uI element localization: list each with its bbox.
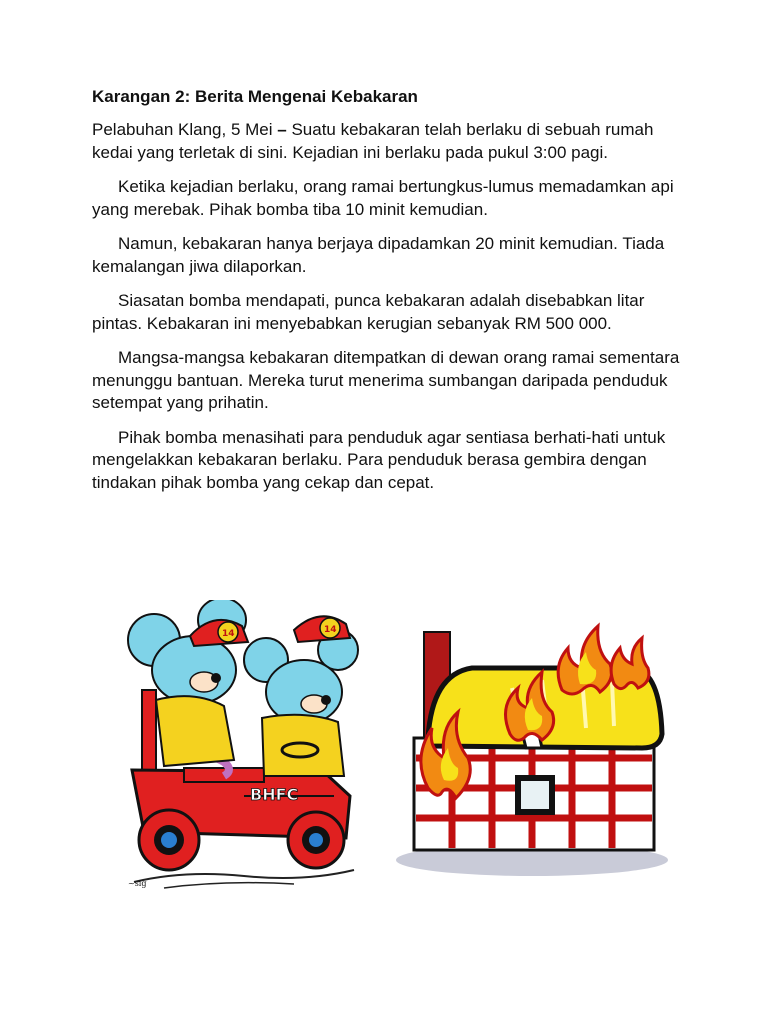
paragraph-3: Namun, kebakaran hanya berjaya dipadamkan 20 minit kemudian. Tiada kemalangan jiwa dilaporkan. xyxy=(92,234,665,276)
paragraph-2: Ketika kejadian berlaku, orang ramai bertungkus-lumus memadamkan api yang merebak. Pihak bomba tiba 10 minit kemudian. xyxy=(92,177,674,219)
article-title: Karangan 2: Berita Mengenai Kebakaran xyxy=(92,87,418,106)
paragraph-1 xyxy=(92,119,682,164)
paragraph-4: Siasatan bomba mendapati, punca kebakaran adalah disebabkan litar pintas. Kebakaran ini menyebabkan kerugian sebanyak RM 500 000. xyxy=(92,291,645,333)
burning-house-icon xyxy=(392,608,676,884)
dateline: Pelabuhan Klang, 5 Mei xyxy=(92,120,273,139)
paragraph-5: Mangsa-mangsa kebakaran ditempatkan di dewan orang ramai sementara menunggu bantuan. Mereka turut menerima sumbangan daripada penduduk setempat yang prihatin. xyxy=(92,348,680,412)
svg-text:~sig: ~sig xyxy=(128,879,147,888)
helmet-number-2: 14 xyxy=(324,625,337,635)
paragraph-1-text: Suatu kebakaran telah berlaku di sebuah rumah kedai yang terletak di sini. Kejadian ini berlaku pada pukul 3:00 pagi. xyxy=(92,120,654,162)
article xyxy=(92,86,682,506)
firefighter-mice-fire-truck-icon xyxy=(124,600,360,896)
truck-text: BHFC xyxy=(250,785,299,804)
paragraph-6: Pihak bomba menasihati para penduduk agar sentiasa berhati-hati untuk mengelakkan kebakaran berlaku. Para penduduk berasa gembira dengan tindakan pihak bomba yang cekap dan cepat. xyxy=(92,427,666,492)
helmet-number-1: 14 xyxy=(222,629,235,639)
dateline-dash: – xyxy=(277,120,287,139)
